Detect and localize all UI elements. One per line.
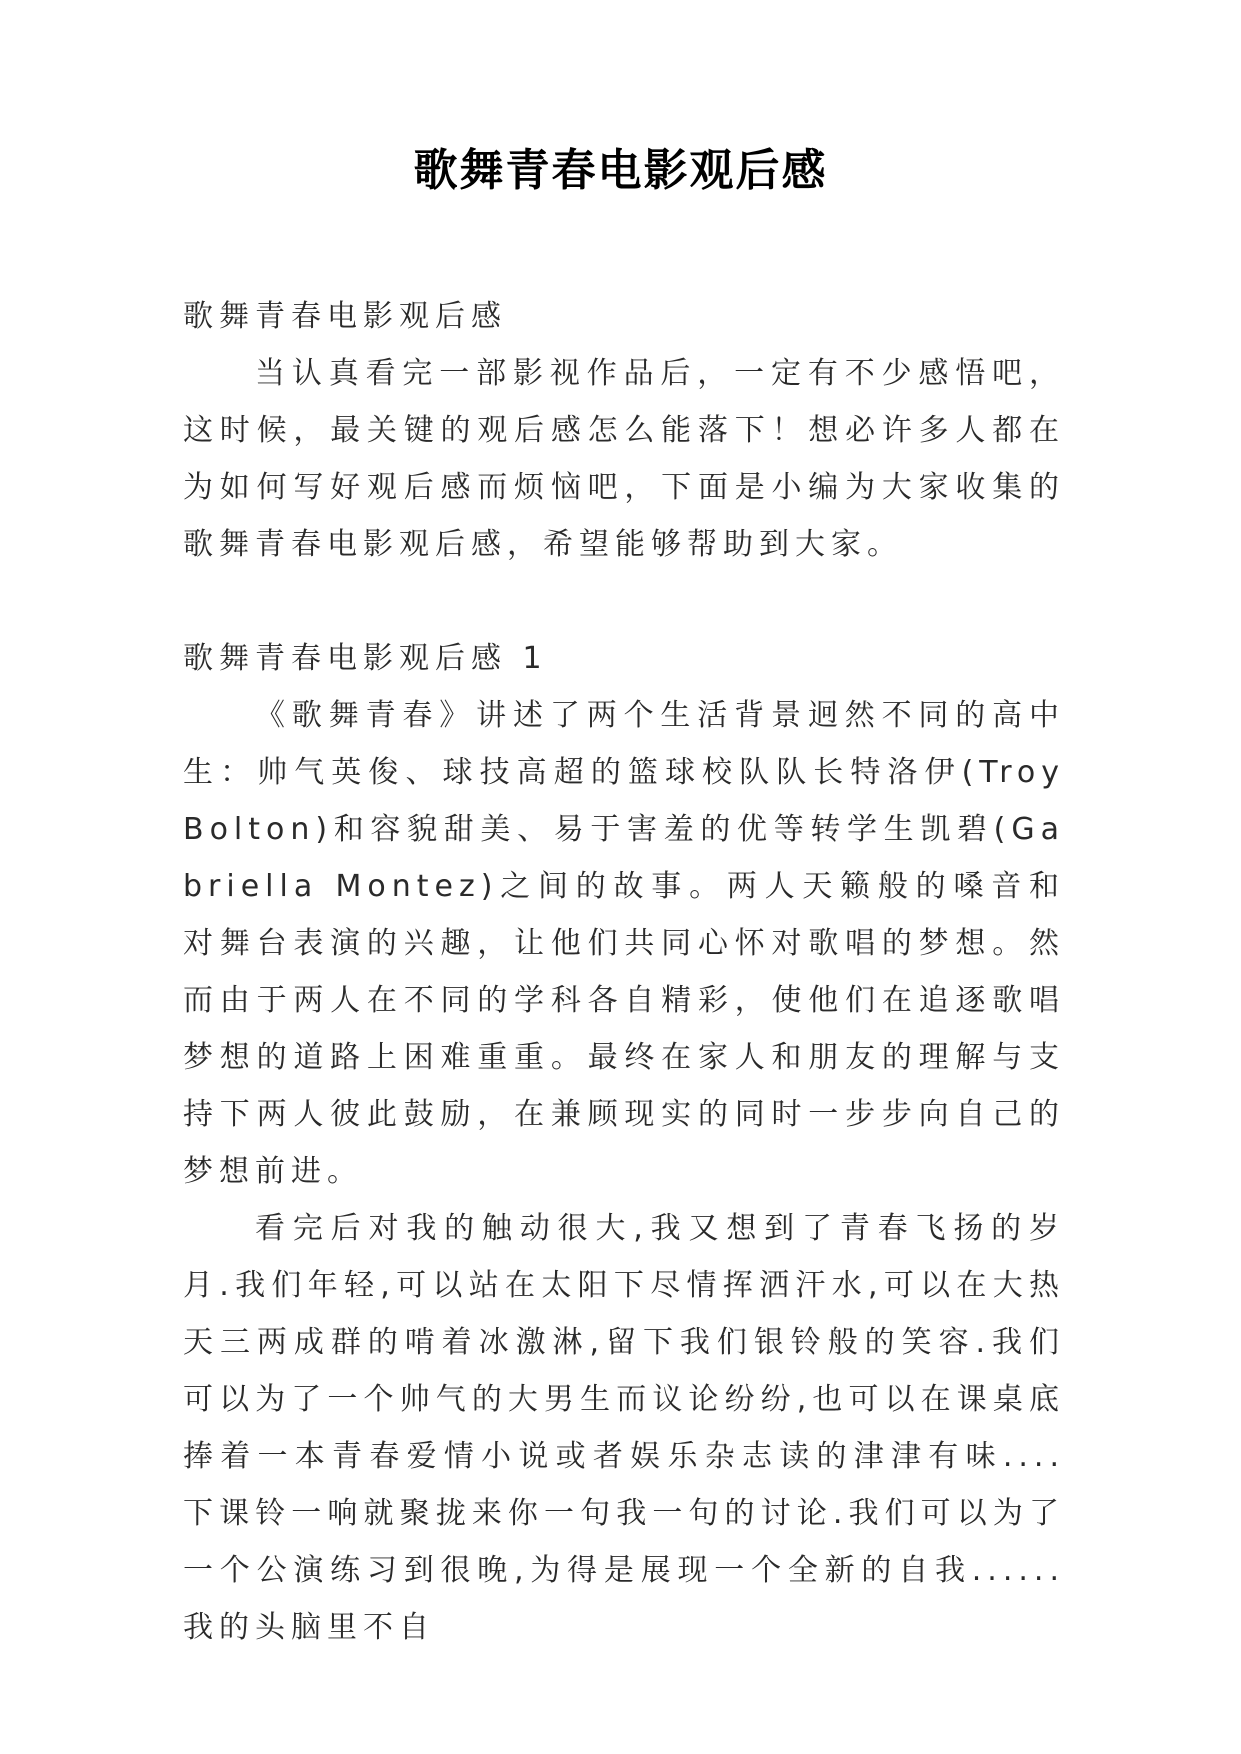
document-body	[183, 288, 1065, 1656]
document-title: 歌舞青春电影观后感	[413, 145, 828, 196]
section-1-heading: 歌舞青春电影观后感 1	[183, 641, 548, 676]
section-1-paragraph-2: 看完后对我的触动很大,我又想到了青春飞扬的岁月.我们年轻,可以站在太阳下尽情挥洒汗水,可以在大热天三两成群的啃着冰激淋,留下我们银铃般的笑容.我们可以为了一个帅气的大男生而议论纷纷,也可以在课桌底捧着一本青春爱情小说或者娱乐杂志读的津津有味....下课铃一响就聚拢来你一句我一句的讨论.我们可以为了一个公演练习到很晚,为得是展现一个全新的自我......我的头脑里不自	[183, 1211, 1065, 1645]
intro-paragraph: 当认真看完一部影视作品后，一定有不少感悟吧，这时候，最关键的观后感怎么能落下！想必许多人都在为如何写好观后感而烦恼吧，下面是小编为大家收集的歌舞青春电影观后感，希望能够帮助到大家。	[183, 356, 1065, 562]
section-1-paragraph-1: 《歌舞青春》讲述了两个生活背景迥然不同的高中生：帅气英俊、球技高超的篮球校队队长特洛伊(TroyBolton)和容貌甜美、易于害羞的优等转学生凯碧(Gabriella Montez)之间的故事。两人天籁般的嗓音和对舞台表演的兴趣，让他们共同心怀对歌唱的梦想。然而由于两人在不同的学科各自精彩，使他们在追逐歌唱梦想的道路上困难重重。最终在家人和朋友的理解与支持下两人彼此鼓励，在兼顾现实的同时一步步向自己的梦想前进。	[183, 698, 1065, 1189]
subtitle-line: 歌舞青春电影观后感	[183, 299, 507, 334]
